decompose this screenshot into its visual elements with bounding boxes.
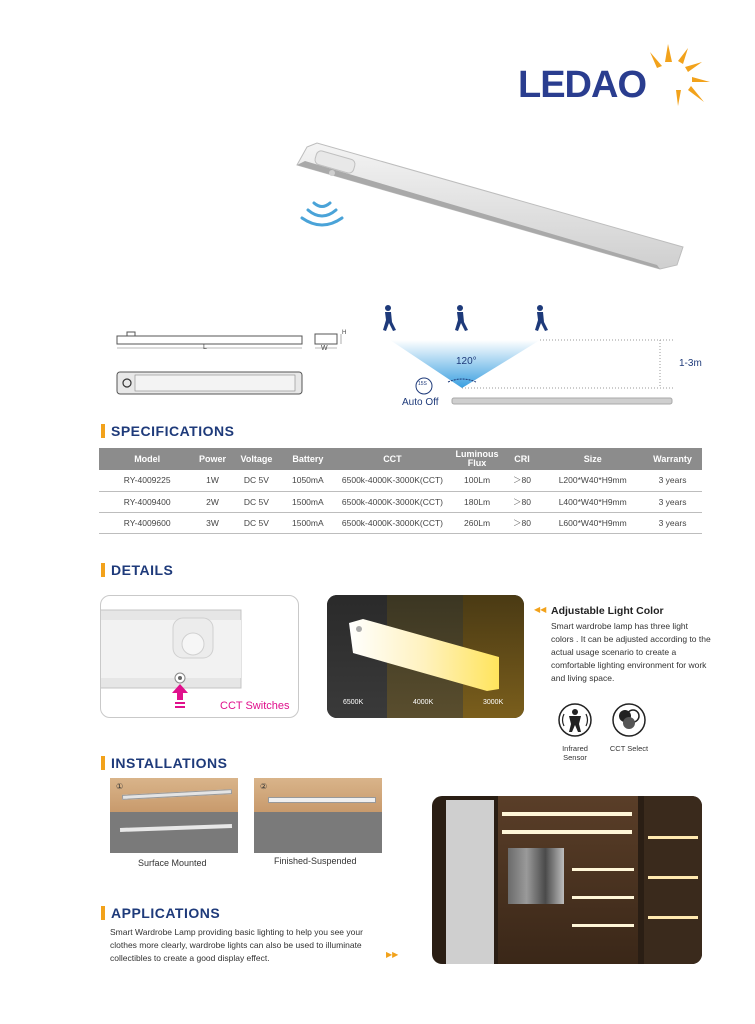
table-cell: 6500k-4000K-3000K(CCT) bbox=[332, 491, 452, 512]
table-cell: DC 5V bbox=[230, 470, 284, 491]
table-cell: 1050mA bbox=[283, 470, 332, 491]
section-marker bbox=[101, 906, 105, 920]
table-cell: RY-4009400 bbox=[99, 491, 195, 512]
section-marker bbox=[101, 756, 105, 770]
table-row bbox=[99, 512, 702, 533]
step-number: ① bbox=[116, 782, 124, 791]
dimension-label-width: W bbox=[321, 345, 328, 352]
sensor-angle-label: 120° bbox=[456, 356, 477, 367]
table-cell: 3 years bbox=[643, 491, 702, 512]
surface-mounted-caption: Surface Mounted bbox=[138, 858, 207, 868]
finished-suspended-caption: Finished-Suspended bbox=[274, 856, 357, 866]
cct-switches-label: CCT Switches bbox=[220, 700, 290, 712]
double-arrow-right-icon: ▶▶ bbox=[386, 950, 399, 959]
color-temperature-photo bbox=[327, 595, 524, 718]
table-cell: 2W bbox=[195, 491, 229, 512]
table-header-row bbox=[99, 448, 702, 470]
timer-label: 15S bbox=[418, 381, 427, 387]
applications-text: Smart Wardrobe Lamp providing basic lighting to help you see your clothes more clearly, wardrobe lights can also be used to illuminate collectibles to create a good display effect. bbox=[110, 927, 363, 963]
table-cell: DC 5V bbox=[230, 512, 284, 533]
dimension-drawing bbox=[115, 330, 355, 398]
infrared-sensor-label: Infrared Sensor bbox=[562, 744, 588, 762]
table-cell: ＞80 bbox=[502, 512, 543, 533]
sun-icon bbox=[638, 44, 713, 114]
table-cell: L600*W40*H9mm bbox=[542, 512, 643, 533]
table-cell: 3 years bbox=[643, 470, 702, 491]
section-marker bbox=[101, 563, 105, 577]
column-header: Voltage bbox=[230, 448, 284, 470]
infrared-sensor-icon bbox=[557, 702, 593, 738]
table-cell: RY-4009225 bbox=[99, 470, 195, 491]
section-installations bbox=[101, 755, 227, 771]
section-title: APPLICATIONS bbox=[111, 905, 221, 921]
spec-table bbox=[99, 448, 702, 534]
table-cell: ＞80 bbox=[502, 491, 543, 512]
table-cell: 3 years bbox=[643, 512, 702, 533]
surface-mounted-image bbox=[110, 778, 238, 853]
section-marker bbox=[101, 424, 105, 438]
table-cell: 260Lm bbox=[452, 512, 501, 533]
table-cell: 6500k-4000K-3000K(CCT) bbox=[332, 470, 452, 491]
table-cell: RY-4009600 bbox=[99, 512, 195, 533]
column-header: Size bbox=[542, 448, 643, 470]
table-cell: 3W bbox=[195, 512, 229, 533]
table-cell: 6500k-4000K-3000K(CCT) bbox=[332, 512, 452, 533]
table-cell: 1500mA bbox=[283, 512, 332, 533]
brand-logo bbox=[518, 44, 708, 114]
section-applications bbox=[101, 905, 220, 921]
logo-text: LEDAO bbox=[518, 64, 646, 106]
column-header: CRI bbox=[502, 448, 543, 470]
section-title: INSTALLATIONS bbox=[111, 755, 228, 771]
table-cell: 1500mA bbox=[283, 491, 332, 512]
adjustable-light-text: Smart wardrobe lamp has three light colors . It can be adjusted according to the actual usage scenario to create a comfortable lighting environment for work and living space. bbox=[551, 621, 711, 683]
column-header: Warranty bbox=[643, 448, 702, 470]
section-specifications bbox=[101, 423, 234, 439]
table-cell: ＞80 bbox=[502, 470, 543, 491]
table-cell: 180Lm bbox=[452, 491, 501, 512]
wardrobe-photo bbox=[432, 796, 702, 964]
walking-person-icon bbox=[383, 305, 548, 331]
table-cell: L400*W40*H9mm bbox=[542, 491, 643, 512]
column-header: Battery bbox=[283, 448, 332, 470]
cct-select-label: CCT Select bbox=[609, 744, 649, 753]
color-temp-label: 6500K bbox=[343, 699, 364, 706]
double-arrow-icon: ◀◀ bbox=[534, 605, 547, 614]
table-row bbox=[99, 470, 702, 491]
color-temp-label: 4000K bbox=[413, 699, 434, 706]
table-cell: 100Lm bbox=[452, 470, 501, 491]
column-header: CCT bbox=[332, 448, 452, 470]
column-header: Model bbox=[99, 448, 195, 470]
table-cell: 1W bbox=[195, 470, 229, 491]
table-cell: L200*W40*H9mm bbox=[542, 470, 643, 491]
adjustable-light-title: Adjustable Light Color bbox=[551, 605, 664, 617]
column-header: Luminous Flux bbox=[452, 448, 501, 470]
sensor-distance-label: 1-3m bbox=[679, 358, 702, 369]
cct-select-icon bbox=[611, 702, 647, 738]
section-title: SPECIFICATIONS bbox=[111, 423, 235, 439]
finished-suspended-image bbox=[254, 778, 382, 853]
wave-sensor-icon bbox=[298, 200, 358, 240]
step-number: ② bbox=[260, 782, 268, 791]
motion-sensor-diagram bbox=[378, 300, 678, 410]
section-details bbox=[101, 562, 173, 578]
color-temp-label: 3000K bbox=[483, 699, 504, 706]
column-header: Power bbox=[195, 448, 229, 470]
auto-off-label: Auto Off bbox=[402, 397, 439, 408]
dimension-label-height: H bbox=[342, 330, 347, 336]
section-title: DETAILS bbox=[111, 562, 174, 578]
dimension-label-length: L bbox=[203, 344, 207, 351]
table-row bbox=[99, 491, 702, 512]
table-cell: DC 5V bbox=[230, 491, 284, 512]
